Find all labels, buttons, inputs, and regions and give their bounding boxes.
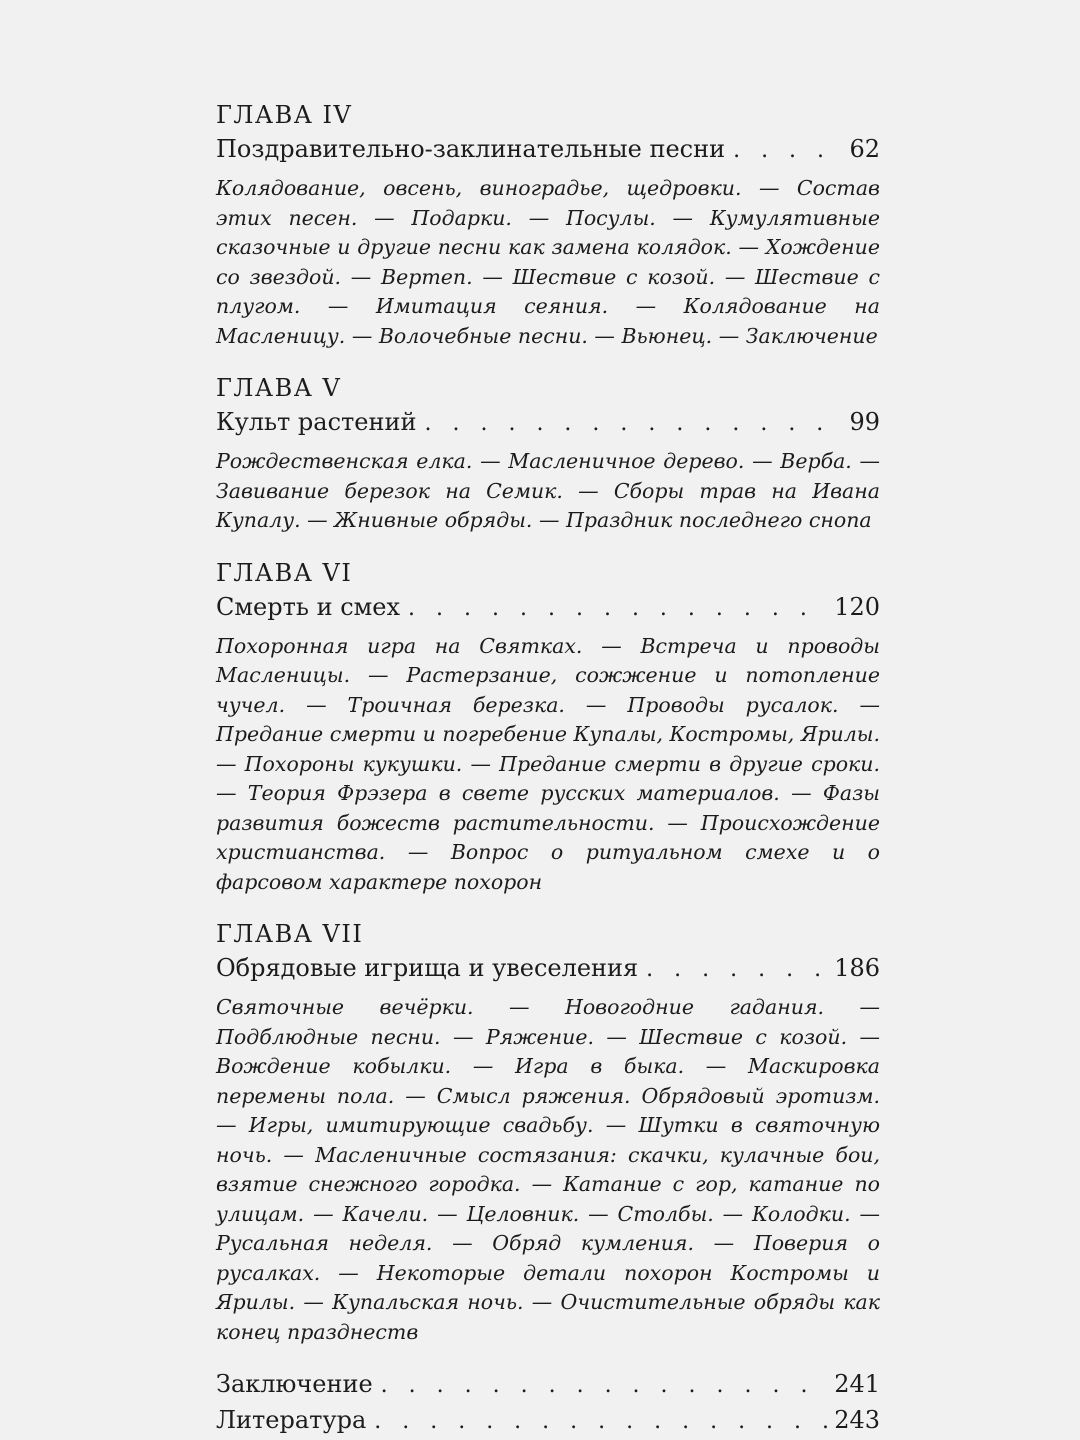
chapter-section (216, 556, 880, 898)
chapter-abstract: Святочные вечёрки. — Новогодние гадания. — Подблюдные песни. — Ряжение. — Шествие с козой. — Вождение кобылки. — Игра в быка. — Маскировка перемены пола. — Смысл ряжения. Обрядовый эротизм. — Игры, имитирующие свадьбу. — Шутки в святочную ночь. — Масленичные состязания: скачки, кулачные бои, взятие снежного городка. — Катание с гор, катание по улицам. — Качели. — Целовник. — Столбы. — Колодки. — Русальная неделя. — Обряд кумления. — Поверия о русалках. — Некоторые детали похорон Костромы и Ярилы. — Купальская ночь. — Очистительные обряды как конец празднеств (216, 995, 880, 1344)
page-number: 120 (834, 592, 880, 621)
end-entries (216, 1367, 880, 1439)
dot-leader (381, 1369, 829, 1403)
dot-leader (374, 1405, 828, 1439)
dot-leader (733, 134, 843, 168)
toc-entry[interactable] (216, 951, 880, 987)
page-number: 186 (834, 954, 880, 982)
chapter-label: ГЛАВА VII (216, 920, 364, 948)
toc-entry[interactable] (216, 132, 880, 168)
dot-leader (646, 953, 828, 987)
chapter-title: Поздравительно-заклинательные песни (216, 135, 726, 163)
dot-leader (425, 407, 844, 441)
chapter-abstract: Колядование, овсень, виноградье, щедровки. — Состав этих песен. — Подарки. — Посулы. — Кумулятивные сказочные и другие песни как замена колядок. — Хождение со звездой. — Вертеп. — Шествие с козой. — Шествие с плугом. — Имитация сеяния. — Колядование на Масленицу. — Волочебные песни. — Вьюнец. — Заключение (216, 176, 880, 348)
chapter-title: Обрядовые игрища и увеселения (216, 954, 639, 982)
chapter-section (216, 98, 880, 351)
chapter-title: Смерть и смех (216, 592, 401, 621)
toc-entry-literature[interactable] (216, 1403, 880, 1439)
toc-entry[interactable] (216, 590, 880, 626)
chapter-label: ГЛАВА VI (216, 558, 353, 587)
page-number: 241 (834, 1370, 880, 1398)
entry-title: Заключение (216, 1370, 373, 1398)
chapter-title: Культ растений (216, 408, 417, 436)
entry-title: Литература (216, 1406, 367, 1434)
page-number: 243 (834, 1406, 880, 1434)
chapter-abstract: Похоронная игра на Святках. — Встреча и проводы Масленицы. — Растерзание, сожжение и потопление чучел. — Троичная березка. — Проводы русалок. — Предание смерти и погребение Купалы, Костромы, Ярилы. — Похороны кукушки. — Предание смерти в другие сроки. — Теория Фрэзера в свете русских материалов. — Фазы развития божеств растительности. — Происхождение христианства. — Вопрос о ритуальном смехе и о фарсовом характере похорон (216, 633, 880, 894)
table-of-contents (216, 98, 880, 1439)
toc-entry-conclusion[interactable] (216, 1367, 880, 1403)
chapter-abstract: Рождественская елка. — Масленичное дерево. — Верба. — Завивание березок на Семик. — Сборы трав на Ивана Купалу. — Жнивные обряды. — Праздник последнего снопа (216, 449, 880, 532)
page-number: 62 (849, 135, 880, 163)
chapter-section (216, 917, 880, 1347)
chapter-section (216, 371, 880, 536)
chapter-label: ГЛАВА IV (216, 101, 353, 129)
dot-leader (408, 592, 828, 626)
page-number: 99 (849, 408, 880, 436)
toc-entry[interactable] (216, 405, 880, 441)
chapter-label: ГЛАВА V (216, 374, 342, 402)
